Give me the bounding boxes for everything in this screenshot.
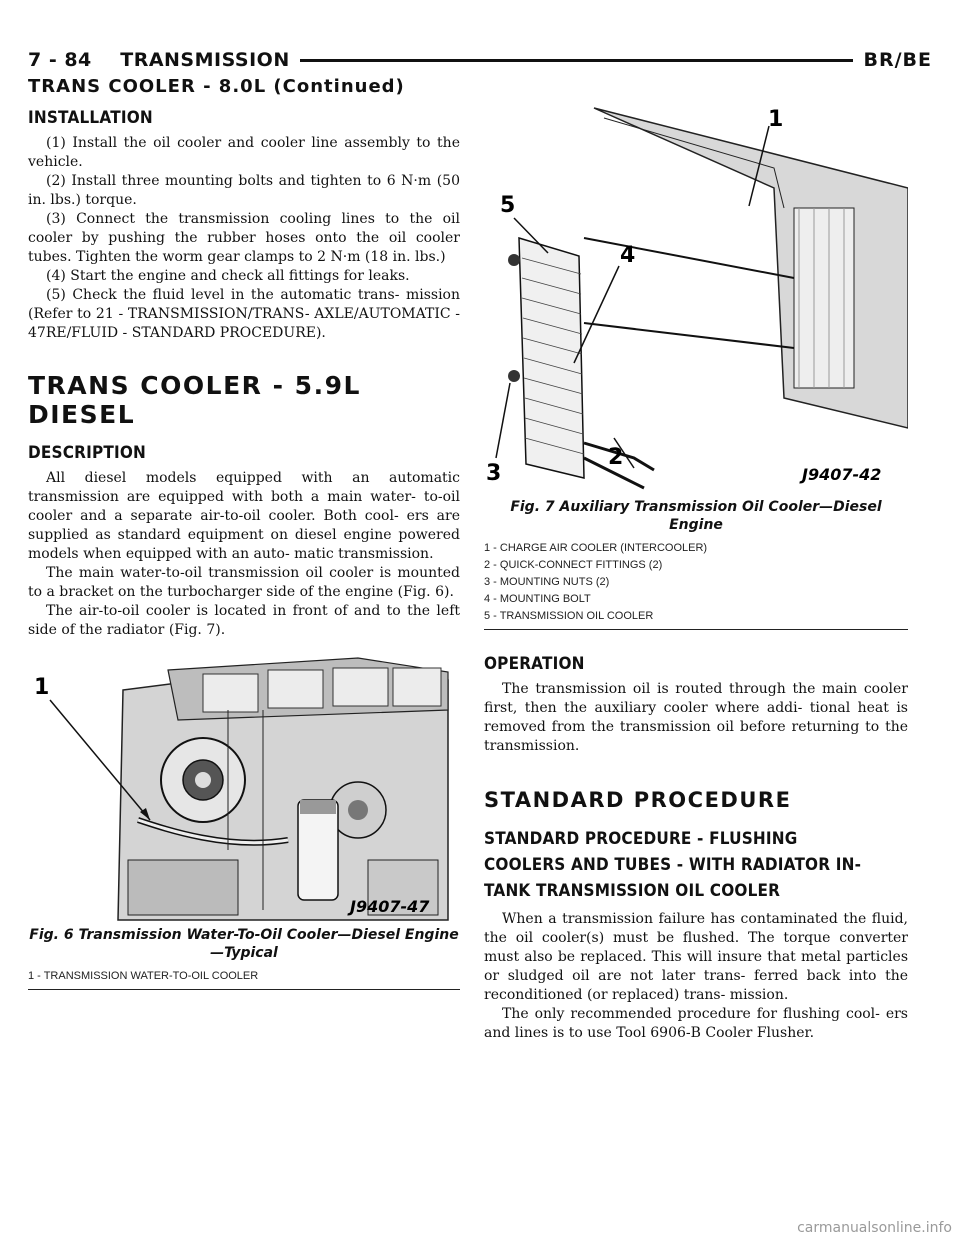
figure-legend (28, 968, 460, 990)
header-rule (300, 59, 854, 62)
section-label: 7 - 84 TRANSMISSION (28, 49, 290, 71)
legend-item: 1 - TRANSMISSION WATER-TO-OIL COOLER (28, 970, 259, 982)
continued-title: TRANS COOLER - 8.0L (Continued) (28, 76, 405, 97)
figure-7 (484, 98, 908, 630)
watermark: carmanualsonline.info (797, 1220, 952, 1236)
callout-4: 4 (620, 243, 636, 268)
figure-code: J9407-47 (350, 897, 430, 916)
flushing-heading: STANDARD PROCEDURE - FLUSHING COOLERS AND TUBES - WITH RADIATOR IN-TANK TRANSMISSION OIL COOLER (484, 829, 862, 901)
description-paragraph: All diesel models equipped with an automatic transmission are equipped with both a main water- to-oil cooler and a separate air-to-oil cooler. Both cool- ers are supplied as standard equipment on diesel engine powered models when equipped with an auto- matic transmission. (28, 470, 460, 562)
legend-item: 4 - MOUNTING BOLT (484, 593, 591, 605)
installation-heading: INSTALLATION (28, 108, 153, 128)
procedure-paragraph: The only recommended procedure for flushing cool- ers and lines is to use Tool 6906-B Cooler Flusher. (484, 1006, 908, 1041)
install-step: (3) Connect the transmission cooling lines to the oil cooler by pushing the rubber hoses onto the oil cooler tubes. Tighten the worm gear clamps to 2 N·m (18 in. lbs.) (28, 211, 460, 265)
figure-caption: Fig. 7 Auxiliary Transmission Oil Cooler—Diesel Engine (510, 499, 882, 533)
model-code: BR/BE (863, 49, 932, 71)
callout-2: 2 (608, 445, 624, 470)
figure-caption: Fig. 6 Transmission Water-To-Oil Cooler—Diesel Engine—Typical (29, 927, 459, 961)
install-step: (2) Install three mounting bolts and tighten to 6 N·m (50 in. lbs.) torque. (28, 173, 460, 208)
figure-legend (484, 540, 908, 630)
operation-paragraph: The transmission oil is routed through the main cooler first, then the auxiliary cooler where addi- tional heat is removed from the transmission oil before returning to the transmission. (484, 681, 908, 754)
description-paragraph: The main water-to-oil transmission oil cooler is mounted to a bracket on the turbocharger side of the engine (Fig. 6). (28, 565, 460, 600)
left-column (28, 108, 460, 990)
diesel-section-title: TRANS COOLER - 5.9L DIESEL (28, 371, 361, 429)
engine-illustration (28, 650, 458, 922)
operation-heading: OPERATION (484, 654, 585, 674)
description-paragraph: The air-to-oil cooler is located in front of and to the left side of the radiator (Fig. 7). (28, 603, 460, 638)
procedure-paragraph: When a transmission failure has contaminated the fluid, the oil cooler(s) must be flushed. The torque converter must also be replaced. This will insure that metal particles or sludged oil are not later trans- ferred back into the reconditioned (or replaced) trans- mission. (484, 911, 908, 1003)
callout-1: 1 (34, 675, 50, 700)
right-column (484, 108, 908, 1043)
standard-procedure-title: STANDARD PROCEDURE (484, 788, 792, 812)
legend-item: 2 - QUICK-CONNECT FITTINGS (2) (484, 559, 663, 571)
install-step: (1) Install the oil cooler and cooler line assembly to the vehicle. (28, 135, 460, 170)
description-heading: DESCRIPTION (28, 443, 147, 463)
install-step: (5) Check the fluid level in the automatic trans- mission (Refer to 21 - TRANSMISSION/TRANS- AXLE/AUTOMATIC - 47RE/FLUID - STANDARD PROCEDURE). (28, 287, 460, 341)
callout-1: 1 (768, 107, 784, 132)
figure-code: J9407-42 (802, 465, 882, 484)
legend-item: 1 - CHARGE AIR COOLER (INTERCOOLER) (484, 542, 708, 554)
figure-6 (28, 650, 460, 990)
legend-item: 3 - MOUNTING NUTS (2) (484, 576, 610, 588)
cooler-illustration (484, 98, 908, 494)
install-step: (4) Start the engine and check all fittings for leaks. (46, 268, 410, 284)
callout-3: 3 (486, 461, 502, 486)
page-header (28, 46, 932, 74)
legend-item: 5 - TRANSMISSION OIL COOLER (484, 610, 654, 622)
callout-5: 5 (500, 193, 516, 218)
